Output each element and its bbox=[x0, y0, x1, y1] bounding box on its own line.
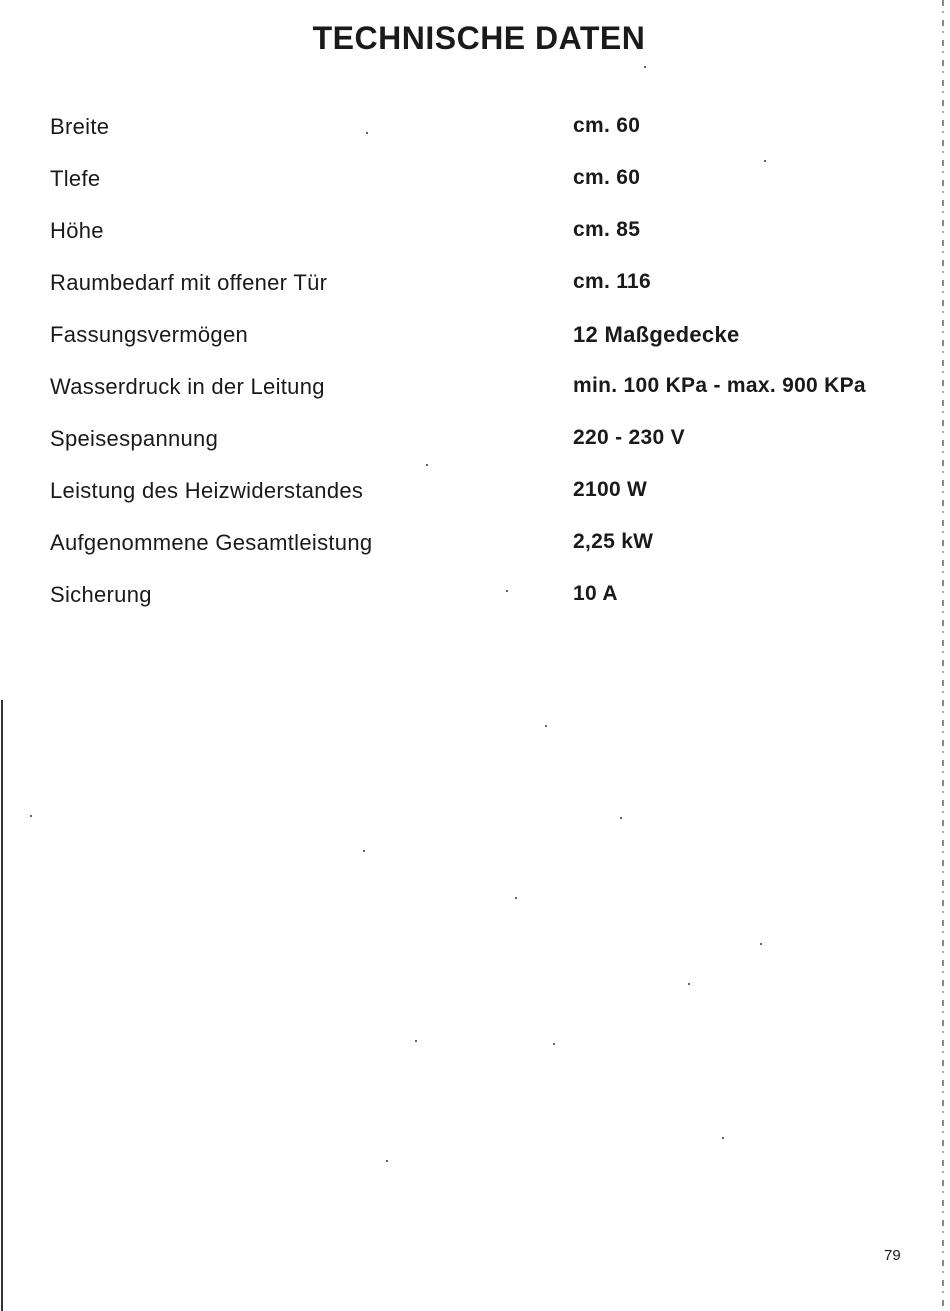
spec-value: cm. 116 bbox=[573, 270, 651, 293]
scan-speck bbox=[644, 66, 646, 68]
scan-speck bbox=[764, 160, 766, 162]
spec-value: cm. 85 bbox=[573, 218, 641, 241]
spec-label: Wasserdruck in der Leitung bbox=[50, 374, 325, 399]
scan-speck bbox=[30, 815, 32, 817]
scan-edge-line bbox=[1, 700, 3, 1311]
spec-value: cm. 60 bbox=[573, 166, 641, 189]
spec-value: min. 100 KPa - max. 900 KPa bbox=[573, 374, 866, 397]
scan-speck bbox=[688, 983, 690, 985]
spec-label: Tlefe bbox=[50, 166, 101, 191]
scan-speck bbox=[545, 725, 547, 727]
spec-row bbox=[50, 578, 930, 630]
scan-speck bbox=[553, 1043, 555, 1045]
spec-value: 2,25 kW bbox=[573, 530, 654, 553]
scan-speck bbox=[363, 850, 365, 852]
spec-row bbox=[50, 266, 930, 318]
spec-value: 220 - 230 V bbox=[573, 426, 685, 449]
spec-value: cm. 60 bbox=[573, 114, 641, 137]
spec-row bbox=[50, 422, 930, 474]
spec-label: Leistung des Heizwiderstandes bbox=[50, 478, 364, 503]
page-title: TECHNISCHE DATEN bbox=[312, 20, 646, 56]
scan-speck bbox=[415, 1040, 417, 1042]
spec-value: 2100 W bbox=[573, 478, 648, 501]
spec-row bbox=[50, 526, 930, 578]
page-number: 79 bbox=[884, 1247, 901, 1264]
spec-value: 12 Maßgedecke bbox=[573, 322, 740, 347]
spec-label: Sicherung bbox=[50, 582, 152, 607]
spec-row bbox=[50, 318, 930, 370]
spec-row bbox=[50, 162, 930, 214]
spec-label: Höhe bbox=[50, 218, 104, 243]
scan-edge-line bbox=[942, 0, 944, 1311]
spec-value: 10 A bbox=[573, 582, 618, 605]
scan-speck bbox=[620, 817, 622, 819]
spec-label: Raumbedarf mit offener Tür bbox=[50, 270, 328, 295]
scan-speck bbox=[722, 1137, 724, 1139]
scan-speck bbox=[506, 590, 508, 592]
scan-speck bbox=[515, 897, 517, 899]
scan-speck bbox=[760, 943, 762, 945]
spec-row bbox=[50, 370, 930, 422]
spec-label: Fassungsvermögen bbox=[50, 322, 249, 347]
scan-speck bbox=[426, 464, 428, 466]
spec-row bbox=[50, 110, 930, 162]
scan-speck bbox=[386, 1160, 388, 1162]
spec-row bbox=[50, 214, 930, 266]
spec-label: Breite bbox=[50, 114, 110, 139]
scan-speck bbox=[366, 132, 368, 134]
technical-data-table bbox=[50, 110, 930, 630]
spec-label: Speisespannung bbox=[50, 426, 219, 451]
spec-label: Aufgenommene Gesamtleistung bbox=[50, 530, 373, 555]
spec-row bbox=[50, 474, 930, 526]
